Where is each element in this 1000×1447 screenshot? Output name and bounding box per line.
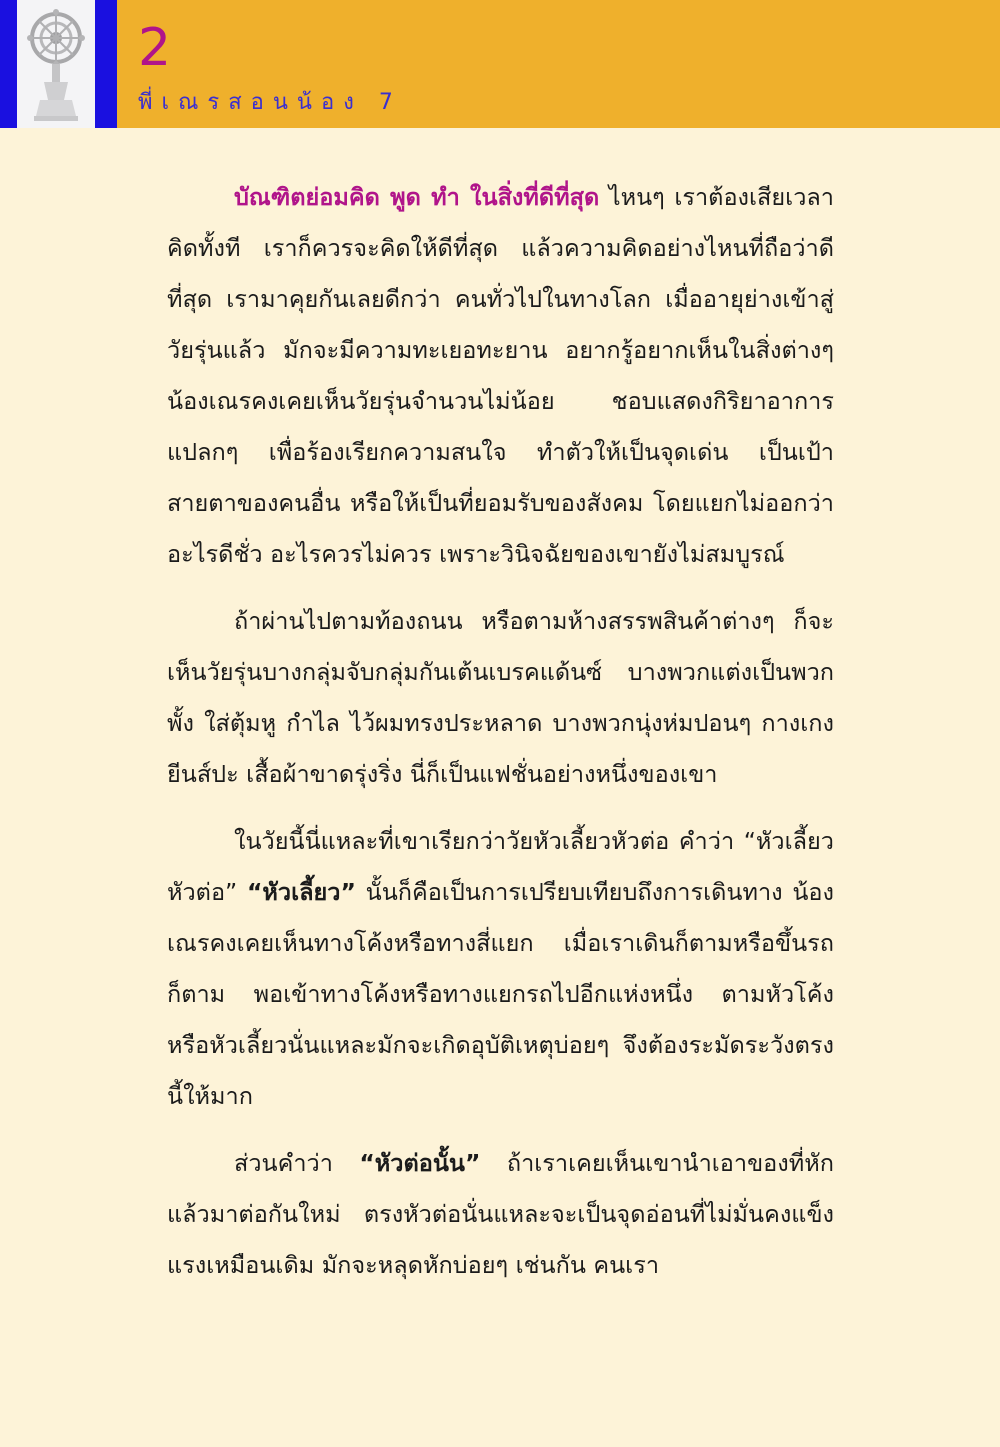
header-blue-stripe-left <box>0 0 17 128</box>
paragraph-3-text-b: นั้นก็คือเป็นการเปรียบเทียบถึงการเดินทาง น้องเณรคงเคยเห็นทางโค้งหรือทางสี่แยก เมื่อเราเดินก็ตามหรือขึ้นรถก็ตาม พอเข้าทางโค้งหรือทางแยกรถไปอีกแห่งหนึ่ง ตามหัวโค้งหรือหัวเลี้ยวนั่นแหละมักจะเกิดอุบัติเหตุบ่อยๆ จึงต้องระมัดระวังตรงนี้ให้มาก <box>167 878 834 1110</box>
page-number: 2 <box>138 18 172 78</box>
bold-term-hua-to: “หัวต่อนั้น” <box>359 1149 481 1177</box>
page-header <box>0 0 1000 128</box>
paragraph-2 <box>167 596 834 800</box>
dharma-wheel-emblem-icon <box>22 4 90 124</box>
paragraph-1-text: ไหนๆ เราต้องเสียเวลาคิดทั้งที เราก็ควรจะคิดให้ดีที่สุด แล้วความคิดอย่างไหนที่ถือว่าดีที่สุด เรามาคุยกันเลยดีกว่า คนทั่วไปในทางโลก เมื่ออายุย่างเข้าสู่วัยรุ่นแล้ว มักจะมีความทะเยอทะยาน อยากรู้อยากเห็นในสิ่งต่างๆ น้องเณรคงเคยเห็นวัยรุ่นจำนวนไม่น้อย ชอบแสดงกิริยาอาการแปลกๆ เพื่อร้องเรียกความสนใจ ทำตัวให้เป็นจุดเด่น เป็นเป้าสายตาของคนอื่น หรือให้เป็นที่ยอมรับของสังคม โดยแยกไม่ออกว่าอะไรดีชั่ว อะไรควรไม่ควร เพราะวินิจฉัยของเขายังไม่สมบูรณ์ <box>167 183 834 568</box>
bold-term-hua-liao: “หัวเลี้ยว” <box>246 878 356 906</box>
paragraph-4-text-a: ส่วนคำว่า <box>234 1149 360 1177</box>
paragraph-4-text-b: ถ้าเราเคยเห็นเขานำเอาของที่หักแล้วมาต่อกันใหม่ ตรงหัวต่อนั่นแหละจะเป็นจุดอ่อนที่ไม่มั่นคงแข็งแรงเหมือนเดิม มักจะหลุดหักบ่อยๆ เช่นกัน คนเรา <box>167 1149 834 1279</box>
page-content <box>167 172 834 1307</box>
paragraph-2-text: ถ้าผ่านไปตามท้องถนน หรือตามห้างสรรพสินค้าต่างๆ ก็จะเห็นวัยรุ่นบางกลุ่มจับกลุ่มกันเต้นเบรคแด้นซ์ บางพวกแต่งเป็นพวกพั้ง ใส่ตุ้มหู กำไล ไว้ผมทรงประหลาด บางพวกนุ่งห่มปอนๆ กางเกงยีนส์ปะ เสื้อผ้าขาดรุ่งริ่ง นี่ก็เป็นแฟชั่นอย่างหนึ่งของเขา <box>167 607 834 788</box>
paragraph-4 <box>167 1138 834 1291</box>
book-title: พี่เณรสอนน้อง 7 <box>138 90 402 115</box>
paragraph-3 <box>167 816 834 1122</box>
header-blue-stripe-right <box>95 0 117 128</box>
highlighted-heading-phrase: บัณฑิตย่อมคิด พูด ทำ ในสิ่งที่ดีที่สุด <box>234 183 600 211</box>
paragraph-1 <box>167 172 834 580</box>
paragraph-3-text-a: ในวัยนี้นี่แหละที่เขาเรียกว่าวัยหัวเลี้ยวหัวต่อ คำว่า “หัวเลี้ยวหัวต่อ” <box>167 827 834 906</box>
